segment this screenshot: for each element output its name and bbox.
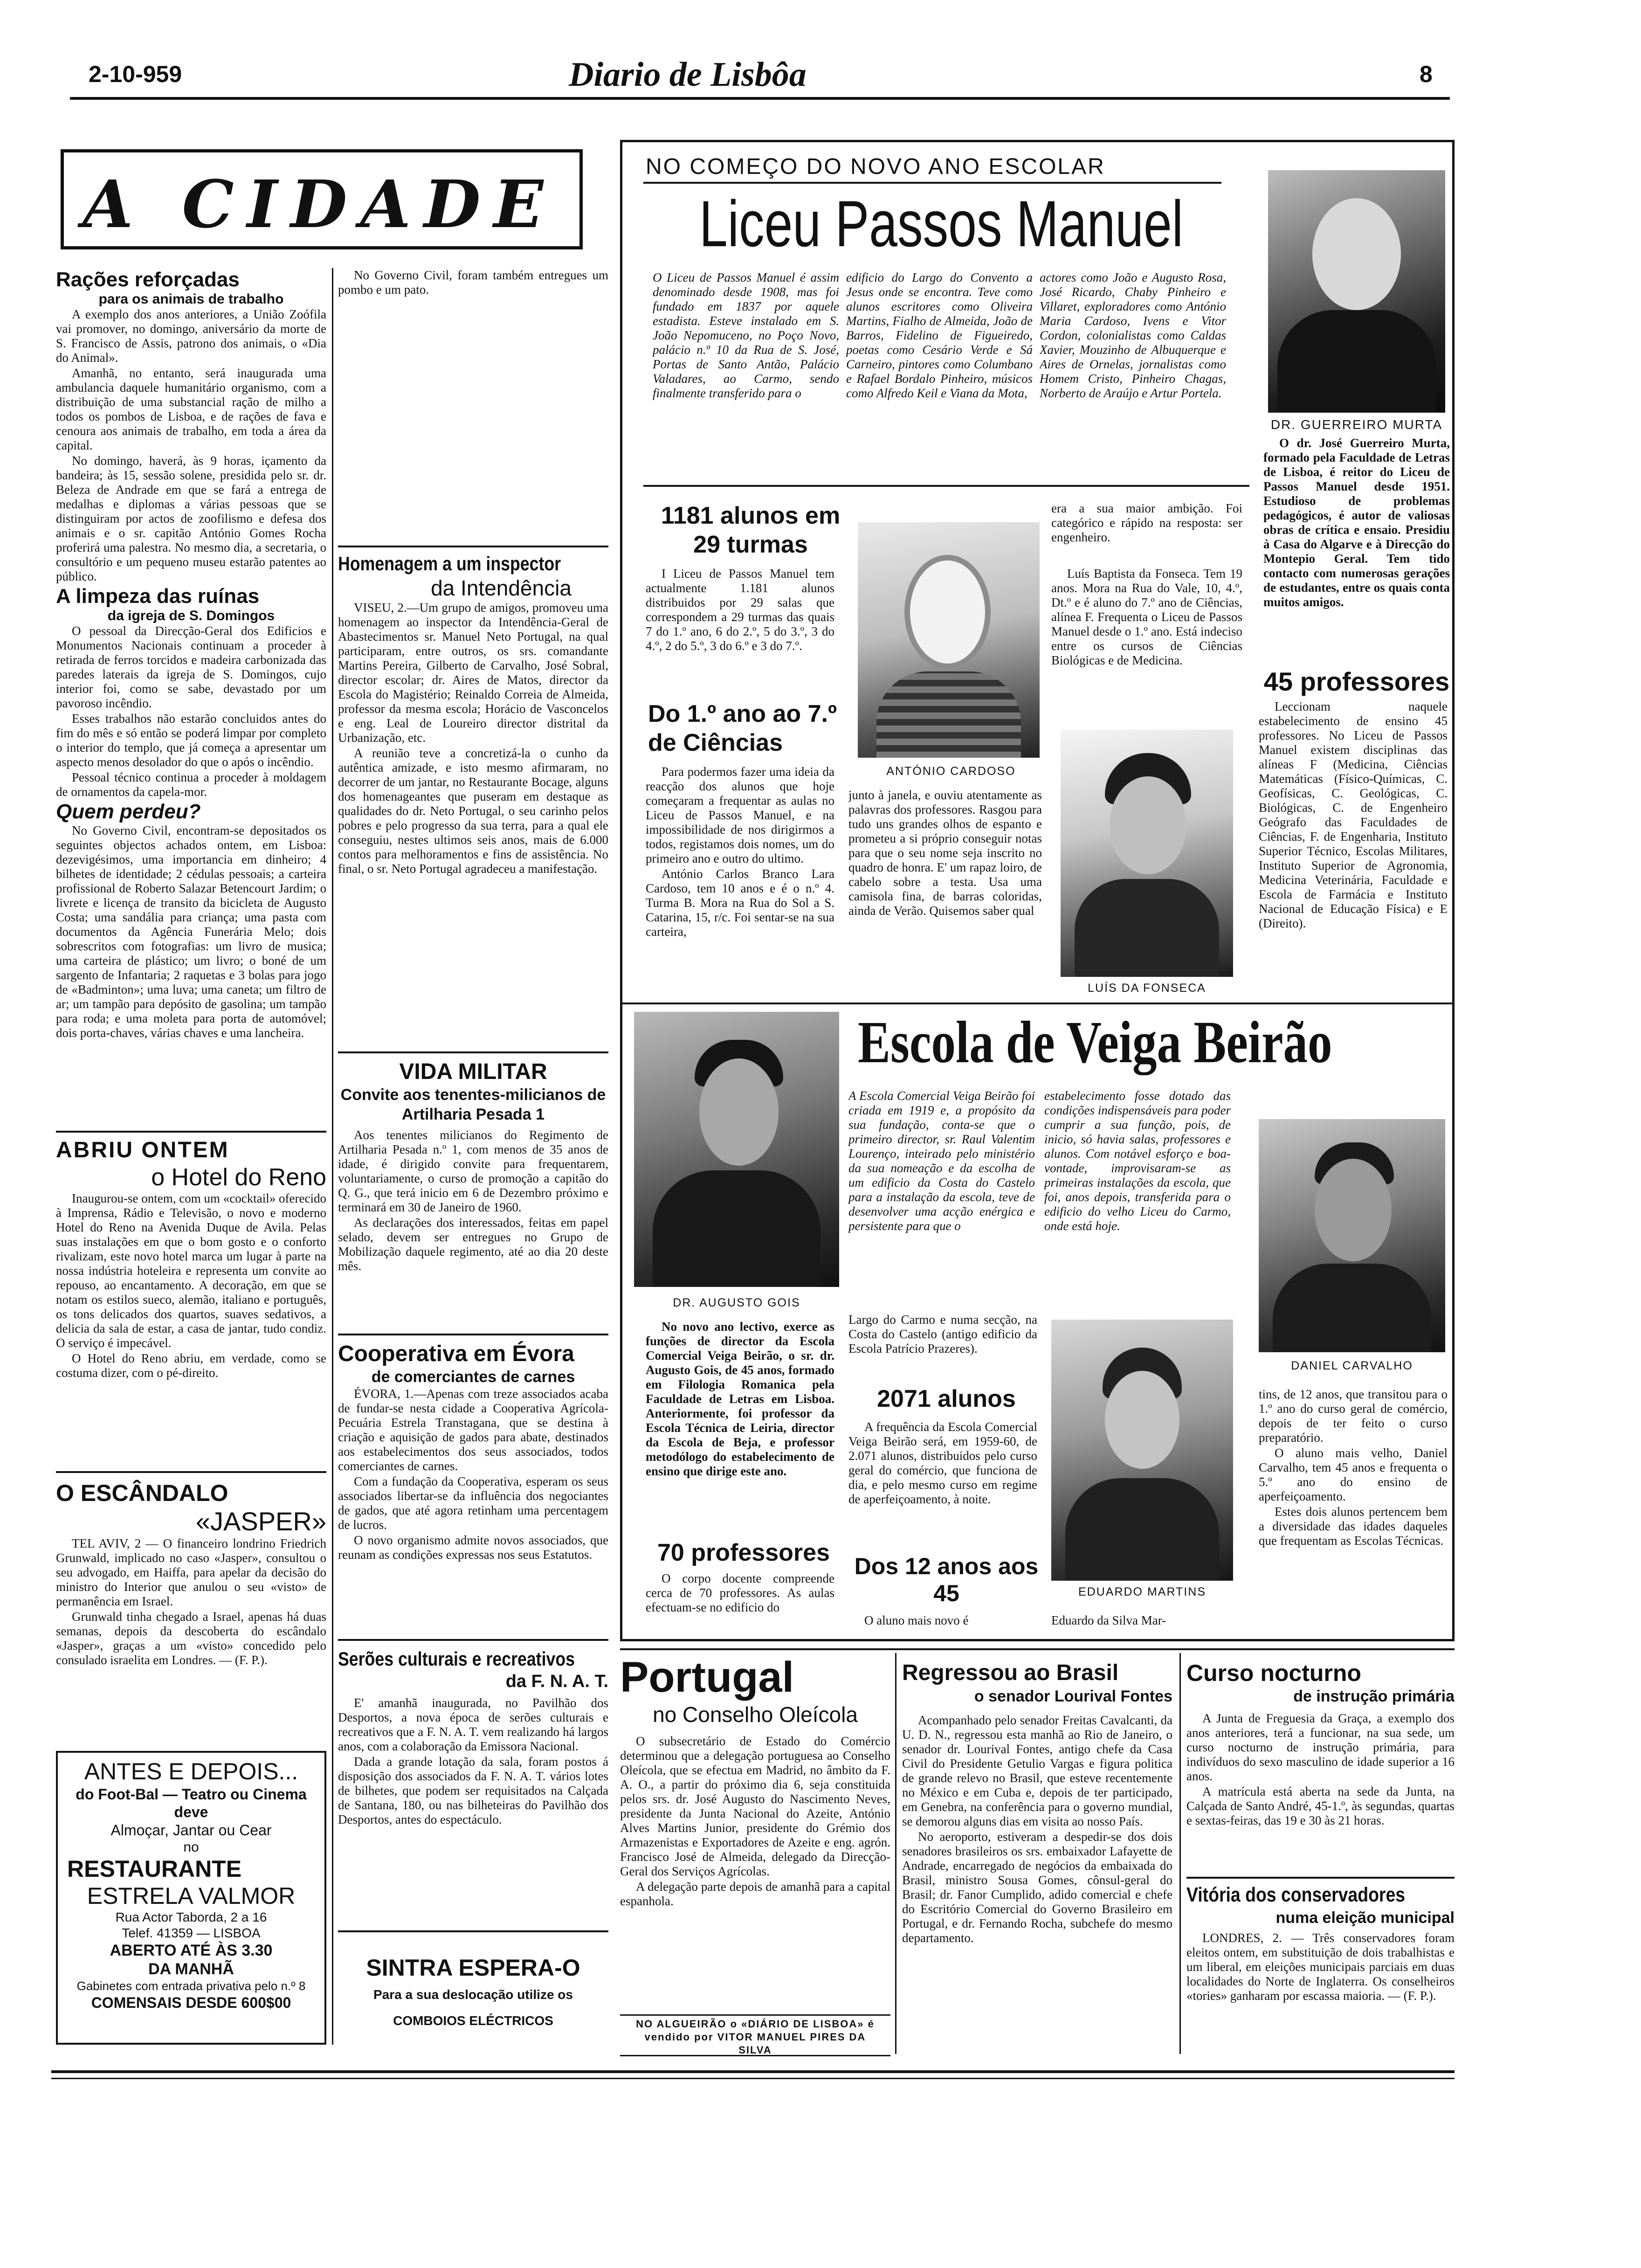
liceu-right-text-1: era a sua maior ambição. Foi categórico e rápido na resposta: ser engenheiro. — [1051, 501, 1242, 544]
veiga-alunos-heading: 2071 alunos — [877, 1385, 1016, 1412]
portrait-suit — [1075, 879, 1219, 977]
sintra-ad — [338, 1930, 608, 2045]
portugal-title: Portugal — [620, 1653, 794, 1701]
vitoria-p1: LONDRES, 2. — Três conservadores foram eleitos ontem, em substituição de dois trabalhistas e um liberal, em eleições municipais parciais em duas localidades do Norte de Inglaterra. Os conselheiros «tories» ganharam por escassa maioria. — (F. P.). — [1186, 1931, 1455, 2003]
curso-p2: A matrícula está aberta na sede da Junta, na Calçada de Santo André, 45-1.º, às segundas, quartas e sextas-feiras, das 19 e 30 às 21 horas. — [1186, 1784, 1455, 1827]
portugal-article — [620, 1653, 890, 2007]
kicker-rule — [643, 182, 1221, 184]
coop-subtitle: de comerciantes de carnes — [371, 1368, 575, 1386]
abriu-article — [56, 1131, 326, 1452]
vida-title: Convite aos tenentes-milicianos de Artilharia Pesada 1 — [340, 1086, 606, 1123]
section-title: A CIDADE — [83, 166, 557, 243]
ciencias-heading: Do 1.º ano ao 7.º de Ciências — [648, 700, 837, 756]
column-2 — [338, 268, 608, 534]
photo-augusto-gois — [634, 1012, 839, 1287]
column-divider — [332, 268, 333, 2045]
abriu-p1: Inaugurou-se ontem, com um «cocktail» oferecido à Imprensa, Rádio e Televisão, o novo e moderno Hotel do Reno na Avenida Duque de Avila. Pelas suas instalações em que o bom gosto e o conforto rivalizam, este novo hotel marca um lugar à parte na nossa indústria hoteleira e representa um convite ao repouso, ao encantamento. A decoração, em que se notam os estilos sueco, alemão, italiano e português, os tons delicados dos quartos, suaves sedativos, a delicia da sala de estar, a casa de jantar, tudo condiz. O serviço é impecável. — [56, 1191, 326, 1350]
masthead-title: Diario de Lisbôa — [569, 55, 807, 94]
portugal-p1: O subsecretário de Estado do Comércio determinou que a delegação portuguesa ao Conselho Oleícola, que se efectua em Madrid, no âmbito da F. A. O., a partir do próximo dia 6, seja constituida pelos srs. dr. José Augusto do Nascimento Neves, presidente da Junta Nacional do Azeite, António Alves Martins Junior, presidente do Grémio dos Armazenistas e Exportadores de Azeite e eng. agrón. Francisco José de Almeida, delegado da Direcção-Geral dos Serviços Agrícolas. — [620, 1734, 890, 1878]
masthead-date: 2-10-959 — [89, 61, 182, 87]
alunos-heading: 1181 alunos em 29 turmas — [661, 502, 841, 558]
vida-p1: Aos tenentes milicianos do Regimento de Artilharia Pesada n.º 1, com menos de 35 anos de idade, é dirigido convite para frequentarem, voluntariamente, o curso de promoção a capitão do Q. G., que terá inicio em 6 de Dezembro próximo e terminará em 30 de Janeiro de 1960. — [338, 1128, 608, 1214]
eduardo-caption: EDUARDO MARTINS — [1078, 1585, 1206, 1598]
gois-text: No novo ano lectivo, exerce as funções de director da Escola Comercial Veiga Beirão, o sr. dr. Augusto Gois, de 45 anos, formado em Filologia Romanica pela Faculdade de Letras em Lisboa. Anteriormente, foi professor da Escola Técnica de Leiria, director da Escola de Beja, e professor metodólogo do estabelecimento de ensino que dirige este ano. — [646, 1320, 834, 1478]
brasil-article — [902, 1660, 1172, 2056]
seroes-p1: E' amanhã inaugurada, no Pavilhão dos Desportos, a nova época de serões culturais e recreativos que a F. N. A. T. vem realizando há largos anos, com a colaboração da Emissora Nacional. — [338, 1696, 608, 1753]
luis-caption: LUÍS DA FONSECA — [1088, 982, 1206, 995]
ad-line-12: COMENSAIS DESDE 600$00 — [91, 1994, 291, 2011]
coop-p3: O novo organismo admite novos associados, que reunam as condições expressas nos seus Estatutos. — [338, 1533, 608, 1562]
footer-rule-2 — [51, 2078, 1455, 2079]
portrait-suit — [1277, 310, 1436, 413]
racoes-p2: Amanhã, no entanto, será inaugurada uma ambulancia daquele humanitário organismo, com a distribuição de uma substancial ração de milho a todos os pombos de Lisboa, e de rações de fava e cenoura aos animais de trabalho, em toda a área da capital. — [56, 366, 326, 452]
algueirao-note: NO ALGUEIRÃO o «DIÁRIO DE LISBOA» é vendido por VITOR MANUEL PIRES DA SILVA — [620, 2014, 890, 2056]
liceu-mid-text: junto à janela, e ouviu atentamente as palavras dos professores. Rasgou para tudo uns grandes olhos de espanto e prometeu a si próprio conseguir notas para que o seu nome seja inscrito no quadro de honra. E' um rapaz loiro, de cabelo sobre a testa. Usa uma camisola fina, de barras coloridas, ainda de Verão. Quisemos saber qual — [848, 788, 1042, 918]
portrait-suit — [1065, 1478, 1219, 1581]
racoes-p1: A exemplo dos anos anteriores, a União Zoófila vai promover, no domingo, aniversário da morte de S. Francisco de Assis, patrono dos animais, o «Dia do Animal». — [56, 307, 326, 365]
portrait-head — [1312, 198, 1401, 310]
racoes-p3: No domingo, haverá, às 9 horas, içamento da bandeira; às 15, sessão solene, presidida pelo sr. dr. Beleza de Andrade em que se fará a entrega de medalhas e diplomas a várias pessoas que se distinguiram por actos de zoofilismo e defesa dos animais e o sr. capitão António Gomes Rocha proferirá uma palestra. No mesmo dia, a secretaria, o consultório e um pequeno museu estarão patentes ao público. — [56, 454, 326, 583]
quem-article — [56, 800, 326, 1040]
vitoria-subtitle: numa eleição municipal — [1276, 1909, 1455, 1927]
ciencias-p1: Para podermos fazer uma ideia da reacção dos alunos que hoje começaram a frequentar as aulas no Liceu de Passos Manuel, e na impossibilidade de nos dirigirmos a todos, registamos dois nomes, um do primeiro ano e outro do ultimo. — [646, 765, 834, 865]
liceu-kicker: NO COMEÇO DO NOVO ANO ESCOLAR — [646, 154, 1105, 179]
masthead-rule — [70, 97, 1450, 100]
veiga-intro-col-1: A Escola Comercial Veiga Beirão foi criada em 1919 e, a propósito da sua fundação, conta-se que o primeiro director, sr. Raul Valentim Lourenço, inteirado pelo ministério da sua nomeação e da escolha de um edificio da Costa do Castelo para a instalação da escola, teve de desenvolver uma acção enérgica e persistente para que o — [848, 1089, 1035, 1233]
cooperativa-article — [338, 1334, 608, 1627]
alunos-text: I Liceu de Passos Manuel tem actualmente 1.181 alunos distribuidos por 29 salas que correspondem a 29 turmas das quais 7 do 1.º ano, 6 do 2.º, 5 do 3.º, 3 do 4.º, 2 do 5.º, 3 do 6.º e 3 do 7.º. — [646, 567, 834, 653]
veiga-anos-heading: Dos 12 anos aos 45 — [854, 1553, 1039, 1606]
veiga-anos-text: O aluno mais novo é — [864, 1613, 969, 1627]
limpeza-subtitle: da igreja de S. Domingos — [107, 608, 275, 623]
liceu-right-text-2: Luís Baptista da Fonseca. Tem 19 anos. Mora na Rua do Vale, 10, 4.º, Dt.º e é aluno do 7.º ano de Ciências, alínea F. Frequenta o Liceu de Passos Manuel desde o 1.º ano. Está indeciso entre os cursos de Ciências Biológicas e de Medicina. — [1051, 567, 1242, 667]
escandalo-article — [56, 1471, 326, 1732]
vitoria-title: Vitória dos conservadores — [1186, 1883, 1406, 1906]
abriu-p2: O Hotel do Reno abriu, em verdade, como se costuma dizer, com o pé-direito. — [56, 1351, 326, 1380]
ciencias-p2: António Carlos Branco Lara Cardoso, tem 10 anos e é o n.º 4. Turma B. Mora na Rua do Sol a S. Catarina, 15, r/c. Foi sentar-se na sua carteira, — [646, 867, 834, 939]
eduardo-tail: Eduardo da Silva Mar- — [1051, 1613, 1166, 1627]
feature-split-rule — [622, 1003, 1452, 1004]
veiga-prof-heading: 70 professores — [657, 1539, 830, 1566]
brasil-title: Regressou ao Brasil — [902, 1660, 1119, 1685]
ad-line-9: ABERTO ATÉ ÀS 3.30 — [110, 1942, 273, 1959]
escandalo-p2: Grunwald tinha chegado a Israel, apenas há duas semanas, depois da descoberta do escândalo «Jasper», graças a um «visto» concedido pelo consulado israelita em Londres. — (F. P.). — [56, 1610, 326, 1667]
sintra-line-1: Para a sua deslocação utilize os — [373, 1987, 573, 2002]
abriu-title: o Hotel do Reno — [151, 1164, 326, 1191]
bottom-divider-1 — [895, 1653, 896, 2054]
vida-p2: As declarações dos interessados, feitas em papel selado, devem ser entregues no Grupo de Mobilização daquele regimento, até ao dia 20 deste mês. — [338, 1216, 608, 1273]
portrait-head — [1105, 1371, 1179, 1469]
portugal-subtitle: no Conselho Oleícola — [653, 1702, 858, 1727]
daniel-caption: DANIEL CARVALHO — [1291, 1359, 1413, 1372]
quem-title: Quem perdeu? — [56, 800, 201, 823]
homenagem-article — [338, 546, 608, 1058]
murta-text: O dr. José Guerreiro Murta, formado pela Faculdade de Letras de Lisboa, é reitor do Liceu de Passos Manuel desde 1951. Estudioso de problemas pedagógicos, é autor de valiosas obras de crítica e ensaio. Presidiu à Casa do Algarve e à Direcção do Montepio Geral. Tem tido contacto com numerosas gerações de estudantes, entre os quais conta muitos amigos. — [1263, 436, 1450, 609]
veiga-right-p1: tins, de 12 anos, que transitou para o 1.º ano do curso geral de comércio, depois de ter feito o curso preparatório. — [1259, 1387, 1448, 1445]
liceu-intro-col-2: edificio do Largo do Convento a Jesus onde se encontra. Teve como alunos escritores como Oliveira Martins, Fialho de Almeida, João de Barros, Fidelino de Figueiredo, poetas como Cesário Verde e Sá Carneiro, pintores como Columbano e Rafael Bordalo Pinheiro, músicos como Alfredo Keil e Viana da Mota, — [846, 270, 1033, 400]
homenagem-p1: VISEU, 2.—Um grupo de amigos, promoveu uma homenagem ao inspector da Intendência-Geral de Abastecimentos sr. Manuel Neto Portugal, na qual participaram, entre outros, os srs. comandante Martins Pereira, Gilberto de Carvalho, José Sobral, director escolar; dr. Aires de Matos, director da Escola do Magistério; Reinaldo Correia de Almeida, professor da mesma escola; Horácio de Vasconcelos e eng. Leal de Loureiro director distrital da Urbanização, etc. — [338, 601, 608, 745]
limpeza-p3: Pessoal técnico continua a proceder à moldagem de ornamentos da capela-mor. — [56, 770, 326, 799]
liceu-intro-col-1: O Liceu de Passos Manuel é assim denominado desde 1908, mas foi fundado em 1837 por aquele estadista. Esteve instalado em S. João Nepomuceno, no Poço Novo, palácio n.º 10 da Rua de S. José, Portas de Santo Antão, Palácio Valadares, ao Carmo, sendo finalmente transferido para o — [653, 270, 839, 400]
seroes-title: Serões culturais e recreativos — [338, 1648, 575, 1670]
column-1 — [56, 268, 326, 1271]
portugal-p2: A delegação parte depois de amanhã para a capital espanhola. — [620, 1880, 890, 1908]
ciencias-text — [646, 765, 834, 965]
photo-guerreiro-murta — [1268, 170, 1445, 413]
liceu-row-rule — [643, 485, 1249, 487]
abriu-kicker: ABRIU ONTEM — [56, 1138, 229, 1162]
seroes-p2: Dada a grande lotação da sala, foram postos á disposição dos associados da F. N. A. T. vários lotes de bilhetes, que podem ser requisitados na Calçada de Santana, 180, ou nas bilheteiras do Pavilhão dos Desportos, antes do espectáculo. — [338, 1755, 608, 1826]
portrait-shirt — [876, 671, 1021, 758]
masthead — [56, 51, 1455, 121]
bottom-divider-2 — [1179, 1653, 1181, 2054]
photo-daniel-carvalho — [1259, 1119, 1445, 1352]
veiga-mid-text: Largo do Carmo e numa secção, na Costa do Castelo (antigo edificio da Escola Patrício Prazeres). — [848, 1313, 1037, 1355]
racoes-subtitle: para os animais de trabalho — [98, 291, 284, 307]
racoes-title: Rações reforçadas — [56, 268, 240, 291]
vitoria-article — [1186, 1877, 1455, 2054]
portrait-head — [1110, 776, 1186, 874]
ad-line-8: Telef. 41359 — LISBOA — [122, 1926, 261, 1940]
veiga-right-p2: O aluno mais velho, Daniel Carvalho, tem 45 anos e frequenta o 5.º ano do ensino de aperfeiçoamento. — [1259, 1446, 1448, 1503]
liceu-intro-col-3: actores como João e Augusto Rosa, José Ricardo, Chaby Pinheiro e Villaret, exploradores como António Maria Cardoso, Ivens e Vitor Cordon, colonialistas como Caldas Xavier, Mouzinho de Albuquerque e Aires de Ornelas, jornalistas como Homem Cristo, Pinheiro Chagas, Norberto de Araújo e Artur Portela. — [1040, 270, 1226, 400]
portrait-head — [1315, 1159, 1392, 1261]
photo-eduardo-martins — [1051, 1320, 1233, 1581]
veiga-intro-col-2: estabelecimento fosse dotado das condições indispensáveis para poder cumprir a sua função, pois, de inicio, só havia salas, professores e alunos. Com notável esforço e boa-vontade, improvisaram-se as primeiras instalações da escola, que foi, anos depois, transferida para o edificio do velho Liceu do Carmo, onde está hoje. — [1044, 1089, 1231, 1233]
photo-luis-fonseca — [1061, 730, 1233, 977]
sintra-title: SINTRA ESPERA-O — [366, 1955, 580, 1981]
limpeza-p1: O pessoal da Direcção-Geral dos Edificios e Monumentos Nacionais continuam a proceder à retirada de ferros torcidos e madeira carbonizada das paredes laterais da igreja de S. Domingos, cujo interior foi, como se sabe, devastado por um pavoroso incêndio. — [56, 624, 326, 710]
portrait-suit — [653, 1170, 820, 1287]
limpeza-p2: Esses trabalhos não estarão concluidos antes do fim do mês e só então se poderá limpar por completo o interior do templo, que já começa a apresentar um aspecto menos desolador do que o após o incêndio. — [56, 712, 326, 769]
liceu-title: Liceu Passos Manuel — [699, 187, 1183, 260]
liceu-prof-text: Leccionam naquele estabelecimento de ensino 45 professores. No Liceu de Passos Manuel existem disciplinas das alíneas F (Medicina, Ciências Matemáticas (Físico-Químicas, C. Geofísicas, C. Geológicas, C. Biológicas, C. de Engenheiro Geógrafo das Faculdades de Ciências, F. de Engenharia, Instituto Superior Técnico, Escolas Militares, Instituto Superior de Agronomia, Medicina Veterinária, Faculdade e Escola de Farmácia e Instituto Nacional de Educação Física) e E (Direito). — [1259, 699, 1448, 930]
ad-line-2: do Foot-Bal — Teatro ou Cinema deve — [76, 1786, 307, 1820]
ad-line-10: DA MANHÃ — [148, 1960, 234, 1978]
escandalo-p1: TEL AVIV, 2 — O financeiro londrino Friedrich Grunwald, implicado no caso «Jasper», consultou o seu advogado, em Haiffa, para apelar da decisão do ministro do Interior que anulou o seu «visto» de permanência em Israel. — [56, 1536, 326, 1608]
portrait-head — [699, 1058, 779, 1166]
vida-militar-article — [338, 1051, 608, 1331]
veiga-alunos-text: A frequência da Escola Comercial Veiga Beirão será, em 1959-60, de 2.071 alunos, distribuidos pelo curso geral do comércio, que funciona de dia, e pelo mesmo curso em regime de aperfeiçoamento, à noite. — [848, 1420, 1037, 1506]
portrait-head — [904, 555, 991, 669]
ad-line-11: Gabinetes com entrada privativa pelo n.º 8 — [76, 1979, 306, 1993]
section-header — [61, 149, 583, 249]
ad-line-5: RESTAURANTE — [67, 1856, 242, 1882]
racoes-article — [56, 268, 326, 584]
coop-p1: ÉVORA, 1.—Apenas com treze associados acaba de fundar-se nesta cidade a Cooperativa Agrícola-Pecuária Estrela Transtagana, que se destina à criação e aquisição de gados para abate, destinados aos estabelecimentos dos seus associados, todos comerciantes de carnes. — [338, 1387, 608, 1473]
photo-antonio-cardoso — [858, 522, 1040, 758]
limpeza-article — [56, 585, 326, 799]
homenagem-subtitle: da Intendência — [431, 576, 572, 600]
restaurant-ad — [56, 1751, 326, 2045]
quem-p1: No Governo Civil, encontram-se depositados os seguintes objectos achados ontem, em Lisboa: dezevigésimos, uma importancia em dinheiro; 4 bilhetes de identidade; 2 cédulas pessoais; a carteira profissional de Roberto Salazar Betencourt Jardim; o livrete e licença de transito da bicicleta de Augusto Costa; uma sandália para criança; uma pasta com documentos da Agência Funerária Melo; dois sobrescritos com fotografias: um livro de musica; uma carteira de plástico; um livro; o boné de um sargento de Infantaria; 2 raquetas e 3 bolas para jogo de «Badminton»; uma luva; uma caneta; um filtro de ar; um tampão para depósito de gasolina; um tampão para roda; e uma moleta para porta de automóvel; dois porta-chaves, várias chaves e uma lancheira. — [56, 823, 326, 1040]
limpeza-title: A limpeza das ruínas — [56, 585, 260, 608]
ad-line-4: no — [183, 1839, 199, 1855]
seroes-subtitle: da F. N. A. T. — [505, 1672, 608, 1691]
ad-line-1: ANTES E DEPOIS... — [84, 1758, 298, 1784]
portrait-suit — [1273, 1264, 1431, 1352]
seroes-article — [338, 1639, 608, 1919]
coop-p2: Com a fundação da Cooperativa, esperam os seus associados libertar-se da influência dos negociantes de gados, que até agora retinham uma percentagem de lucros. — [338, 1474, 608, 1532]
veiga-title: Escola de Veiga Beirão — [858, 1009, 1332, 1075]
ad-line-6: ESTRELA VALMOR — [87, 1883, 296, 1909]
curso-article — [1186, 1660, 1455, 1893]
curso-title: Curso nocturno — [1186, 1660, 1361, 1686]
escandalo-kicker: O ESCÂNDALO — [56, 1480, 228, 1506]
ad-line-3: Almoçar, Jantar ou Cear — [110, 1822, 272, 1839]
escandalo-title: «JASPER» — [195, 1507, 326, 1536]
gois-caption: DR. AUGUSTO GOIS — [673, 1296, 800, 1309]
homenagem-title: Homenagem a um inspector — [338, 553, 561, 574]
brasil-p1: Acompanhado pelo senador Freitas Cavalcanti, da U. D. N., regressou esta manhã ao Rio de Janeiro, o senador dr. Lourival Fontes, antigo chefe da Casa Civil do Presidente Getulio Vargas e figura politica de grande relevo no Brasil, que esteve recentemente no México e em Cuba e, depois de ter participado, em Genebra, na conferência para o governo mundial, se demorou alguns dias em visita ao nosso País. — [902, 1713, 1172, 1828]
homenagem-p2: A reunião teve a concretizá-la o cunho da autêntica amizade, e isto mesmo afirmaram, no decorrer de um jantar, no Restaurante Bocage, alguns dos homenageantes que puseram em destaque as qualidades do dr. Neto Portugal, o seu carinho pelos pobres e pelo progresso da sua terra, para a qual ele conseguiu, nestes ultimos seis anos, mais de 6.000 contos para melhoramentos e fins de assistência. No final, o sr. Neto Portugal agradeceu a manifestação. — [338, 746, 608, 876]
bottom-row-rule — [620, 1648, 1455, 1650]
ad-line-7: Rua Actor Taborda, 2 a 16 — [115, 1910, 267, 1924]
coop-title: Cooperativa em Évora — [338, 1341, 574, 1366]
veiga-prof-text: O corpo docente compreende cerca de 70 professores. As aulas efectuam-se no edificio do — [646, 1571, 834, 1614]
footer-rule-1 — [51, 2070, 1455, 2073]
vida-kicker: VIDA MILITAR — [399, 1059, 547, 1084]
veiga-right-p3: Estes dois alunos pertencem bem a diversidade das idades daqueles que frequentam as Escolas Técnicas. — [1259, 1505, 1448, 1548]
veiga-right-text — [1259, 1387, 1448, 1637]
sintra-line-2: COMBOIOS ELÉCTRICOS — [393, 2013, 553, 2028]
antonio-caption: ANTÓNIO CARDOSO — [886, 765, 1016, 778]
liceu-prof-heading: 45 professores — [1263, 667, 1450, 696]
curso-subtitle: de instrução primária — [1293, 1687, 1455, 1705]
quem-p2: No Governo Civil, foram também entregues um pombo e um pato. — [338, 268, 608, 297]
brasil-p2: No aeroporto, estiveram a despedir-se dos dois senadores brasileiros os srs. embaixador Lafayette de Andrade, encarregado de negócios da embaixada do Brasil, ministro Sousa Gomes, cônsul-geral do Brasil; dr. Fanor Cumplido, adido comercial e chefe do Escritório Comercial do Governo Brasileiro em Portugal, e dr. Fernando Rocha, subchefe do mesmo departamento. — [902, 1830, 1172, 1945]
murta-caption: DR. GUERREIRO MURTA — [1270, 417, 1443, 432]
page-number: 8 — [1420, 61, 1433, 87]
curso-p1: A Junta de Freguesia da Graça, a exemplo dos anos anteriores, terá a funcionar, na sua sede, um curso nocturno de instrução primária, para indivíduos do sexo masculino de idade superior a 16 anos. — [1186, 1711, 1455, 1783]
brasil-subtitle: o senador Lourival Fontes — [974, 1687, 1172, 1705]
